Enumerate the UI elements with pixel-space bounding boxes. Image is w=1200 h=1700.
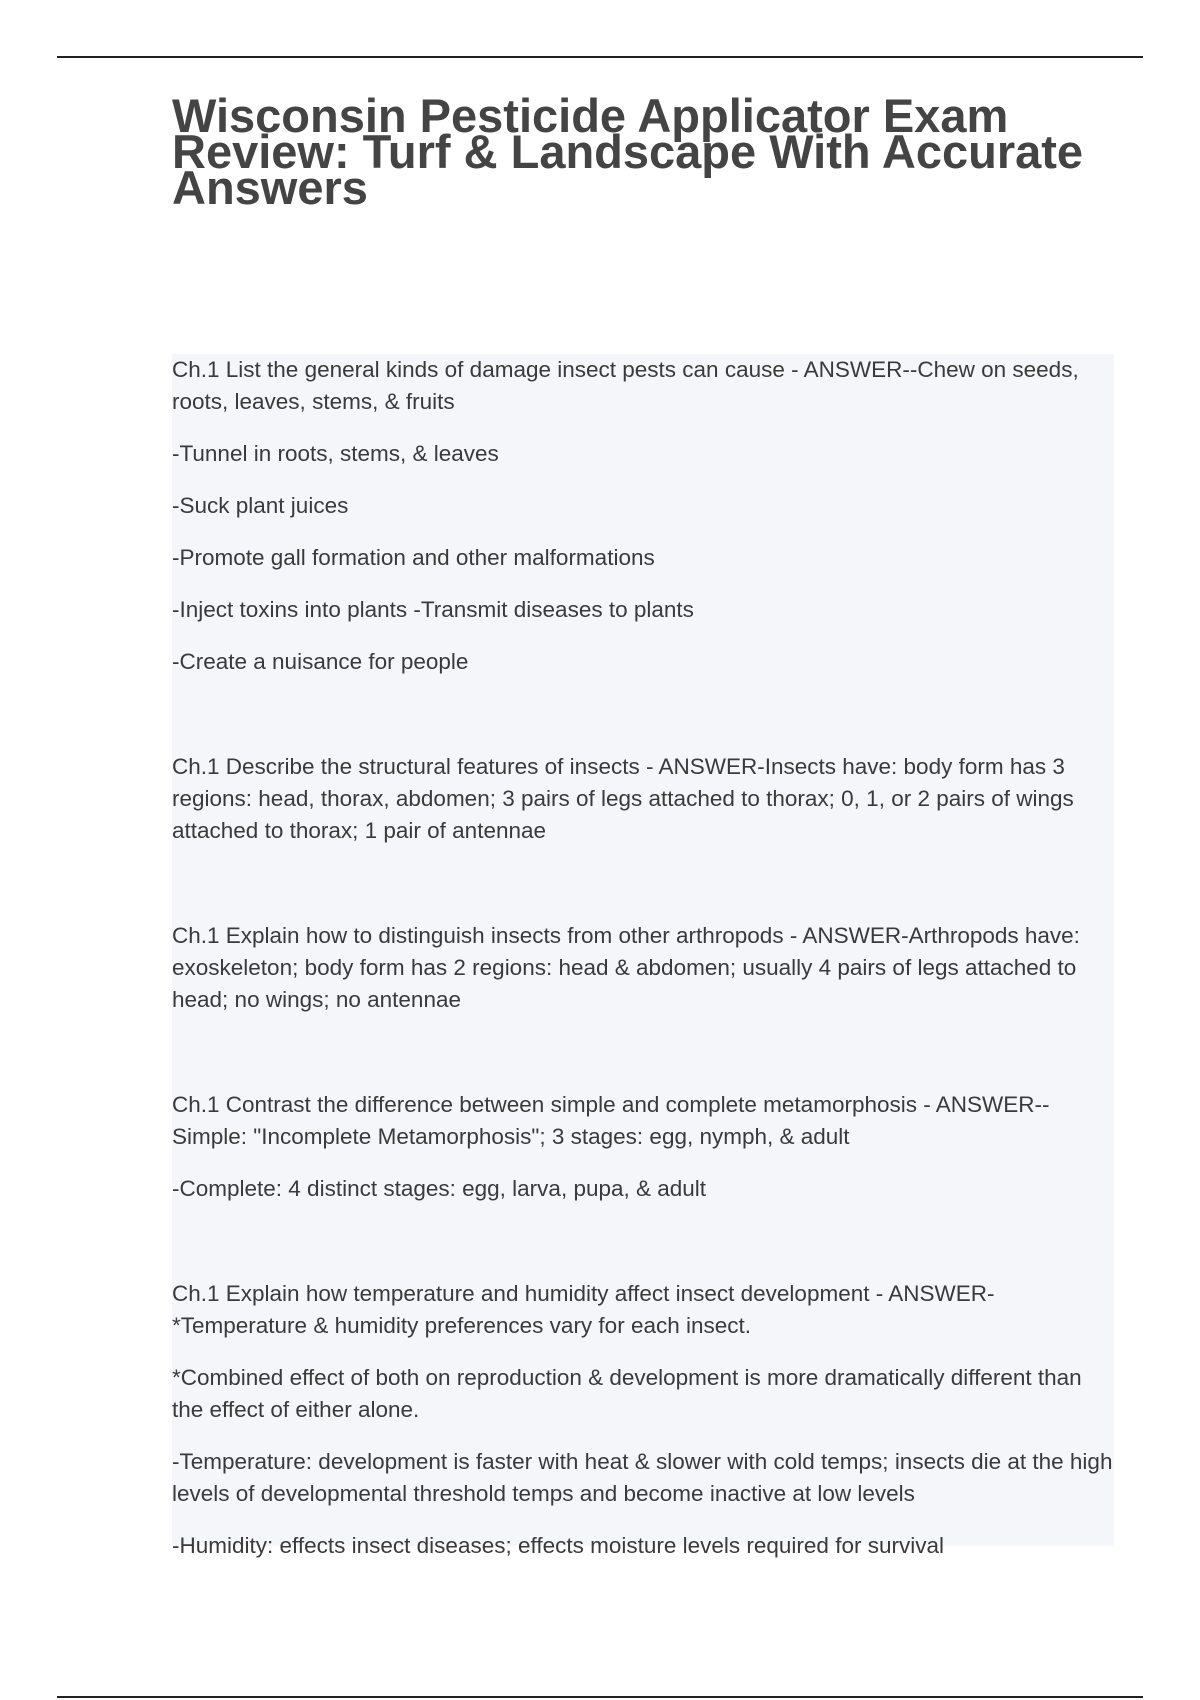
qa-item-1 bbox=[172, 354, 1114, 678]
qa-item-3 bbox=[172, 920, 1114, 1016]
qa-item-2-question: Ch.1 Describe the structural features of insects - ANSWER-Insects have: body form has 3 regions: head, thorax, abdomen; 3 pairs of legs attached to thorax; 0, 1, or 2 pairs of wings attached to thorax; 1 pair of antennae bbox=[172, 754, 1074, 843]
qa-item-5-line-4: -Humidity: effects insect diseases; effects moisture levels required for survival bbox=[172, 1533, 944, 1558]
qa-item-1-line-3: -Suck plant juices bbox=[172, 493, 349, 518]
qa-item-4 bbox=[172, 1089, 1114, 1205]
top-rule bbox=[57, 56, 1143, 58]
qa-item-1-line-4: -Promote gall formation and other malformations bbox=[172, 545, 655, 570]
qa-item-5-line-3: -Temperature: development is faster with heat & slower with cold temps; insects die at the high levels of developmental threshold temps and become inactive at low levels bbox=[172, 1449, 1113, 1506]
qa-item-1-line-5: -Inject toxins into plants -Transmit diseases to plants bbox=[172, 597, 694, 622]
bottom-rule bbox=[57, 1696, 1143, 1698]
qa-list bbox=[172, 354, 1114, 1562]
qa-item-4-question: Ch.1 Contrast the difference between simple and complete metamorphosis - ANSWER--Simple: "Incomplete Metamorphosis"; 3 stages: egg, nymph, & adult bbox=[172, 1092, 1050, 1149]
qa-item-3-question: Ch.1 Explain how to distinguish insects from other arthropods - ANSWER-Arthropods have: exoskeleton; body form has 2 regions: head & abdomen; usually 4 pairs of legs attached to head; no wings; no antennae bbox=[172, 923, 1080, 1012]
qa-item-1-question: Ch.1 List the general kinds of damage insect pests can cause - ANSWER--Chew on seeds, roots, leaves, stems, & fruits bbox=[172, 357, 1079, 414]
qa-item-1-line-2: -Tunnel in roots, stems, & leaves bbox=[172, 441, 499, 466]
qa-item-1-line-6: -Create a nuisance for people bbox=[172, 649, 469, 674]
document-title: Wisconsin Pesticide Applicator Exam Review: Turf & Landscape With Accurate Answers bbox=[172, 89, 1084, 214]
qa-item-2 bbox=[172, 751, 1114, 847]
qa-item-5-line-2: *Combined effect of both on reproduction & development is more dramatically different than the effect of either alone. bbox=[172, 1365, 1082, 1422]
qa-item-5-question: Ch.1 Explain how temperature and humidity affect insect development - ANSWER-*Temperature & humidity preferences vary for each insect. bbox=[172, 1281, 995, 1338]
qa-item-5 bbox=[172, 1278, 1114, 1562]
qa-item-4-line-2: -Complete: 4 distinct stages: egg, larva, pupa, & adult bbox=[172, 1176, 707, 1201]
